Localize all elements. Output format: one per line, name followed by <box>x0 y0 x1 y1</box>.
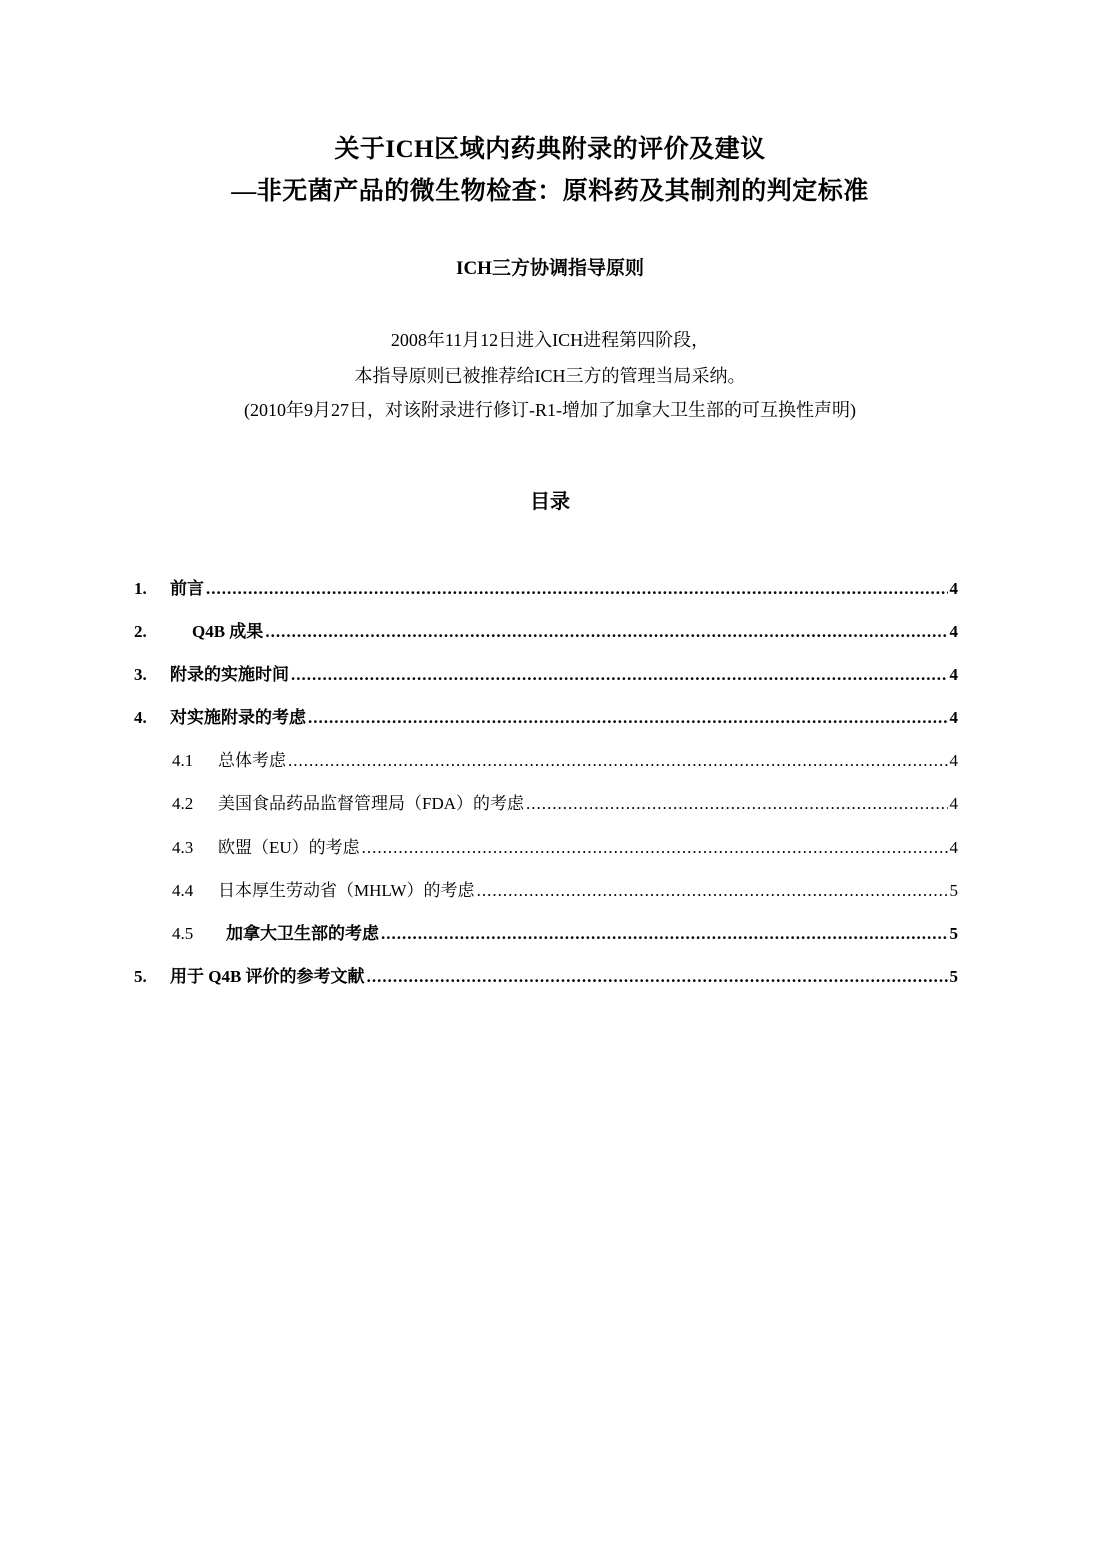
toc-entry-4-1[interactable] <box>172 748 958 774</box>
toc-dot-leader <box>362 835 948 861</box>
toc-dot-leader <box>477 878 948 904</box>
toc-entry-number: 4.5 <box>172 924 194 943</box>
toc-entry-page: 4 <box>949 579 958 598</box>
toc-entry-page: 4 <box>949 708 958 727</box>
toc-entry-title: 用于 Q4B 评价的参考文献 <box>170 967 365 986</box>
toc-dot-leader <box>381 921 948 947</box>
toc-entry-title: 对实施附录的考虑 <box>170 708 306 727</box>
toc-entry-title: 总体考虑 <box>218 751 286 770</box>
toc-entry-4-4[interactable] <box>172 878 958 904</box>
toc-entry-number: 4.3 <box>172 838 194 857</box>
document-title-line-2: —非无菌产品的微生物检查：原料药及其制剂的判定标准 <box>231 178 869 205</box>
toc-dot-leader <box>288 748 948 774</box>
toc-dot-leader <box>367 964 948 990</box>
toc-dot-leader <box>526 791 947 817</box>
status-line-2: 本指导原则已被推荐给ICH三方的管理当局采纳。 <box>354 366 746 386</box>
toc-entry-number: 3. <box>134 665 147 684</box>
toc-entry-title: 加拿大卫生部的考虑 <box>226 924 379 943</box>
toc-entry-page: 5 <box>949 881 958 900</box>
status-line-3: (2010年9月27日，对该附录进行修订-R1-增加了加拿大卫生部的可互换性声明) <box>244 400 856 420</box>
toc-entry-4[interactable] <box>134 705 958 731</box>
toc-entry-title: 欧盟（EU）的考虑 <box>218 838 360 857</box>
toc-entry-number: 1. <box>134 579 147 598</box>
toc-entry-number: 2. <box>134 622 147 641</box>
toc-dot-leader <box>291 662 948 688</box>
toc-entry-title: 美国食品药品监督管理局（FDA）的考虑 <box>218 794 525 813</box>
toc-entry-title: 前言 <box>170 579 204 598</box>
toc-entry-page: 4 <box>949 794 958 813</box>
toc-entry-title: 附录的实施时间 <box>170 665 289 684</box>
toc-entry-page: 4 <box>949 751 958 770</box>
toc-dot-leader <box>308 705 948 731</box>
toc-entry-number: 4.1 <box>172 751 194 770</box>
toc-entry-title: 日本厚生劳动省（MHLW）的考虑 <box>218 881 475 900</box>
toc-entry-page: 4 <box>949 838 958 857</box>
toc-entry-number: 5. <box>134 967 147 986</box>
toc-entry-number: 4.2 <box>172 794 194 813</box>
toc-entry-2[interactable] <box>134 619 958 645</box>
status-line-1: 2008年11月12日进入ICH进程第四阶段， <box>390 330 710 350</box>
toc-heading: 目录 <box>530 491 570 513</box>
toc-entry-4-5[interactable] <box>172 921 958 947</box>
toc-entry-page: 5 <box>949 924 958 943</box>
toc-entry-1[interactable] <box>134 576 958 602</box>
toc-entry-4-3[interactable] <box>172 835 958 861</box>
toc-entry-page: 4 <box>949 665 958 684</box>
toc-entry-3[interactable] <box>134 662 958 688</box>
toc-entry-page: 5 <box>949 967 958 986</box>
document-subtitle: ICH三方协调指导原则 <box>456 258 644 279</box>
document-title-line-1: 关于ICH区域内药典附录的评价及建议 <box>334 136 766 163</box>
toc-dot-leader <box>206 576 948 602</box>
toc-entry-4-2[interactable] <box>172 791 958 817</box>
toc-entry-number: 4.4 <box>172 881 194 900</box>
toc-entry-5[interactable] <box>134 964 958 990</box>
toc-dot-leader <box>265 619 947 645</box>
toc-entry-title: Q4B 成果 <box>192 622 264 641</box>
toc-entry-page: 4 <box>949 622 958 641</box>
toc-entry-number: 4. <box>134 708 147 727</box>
